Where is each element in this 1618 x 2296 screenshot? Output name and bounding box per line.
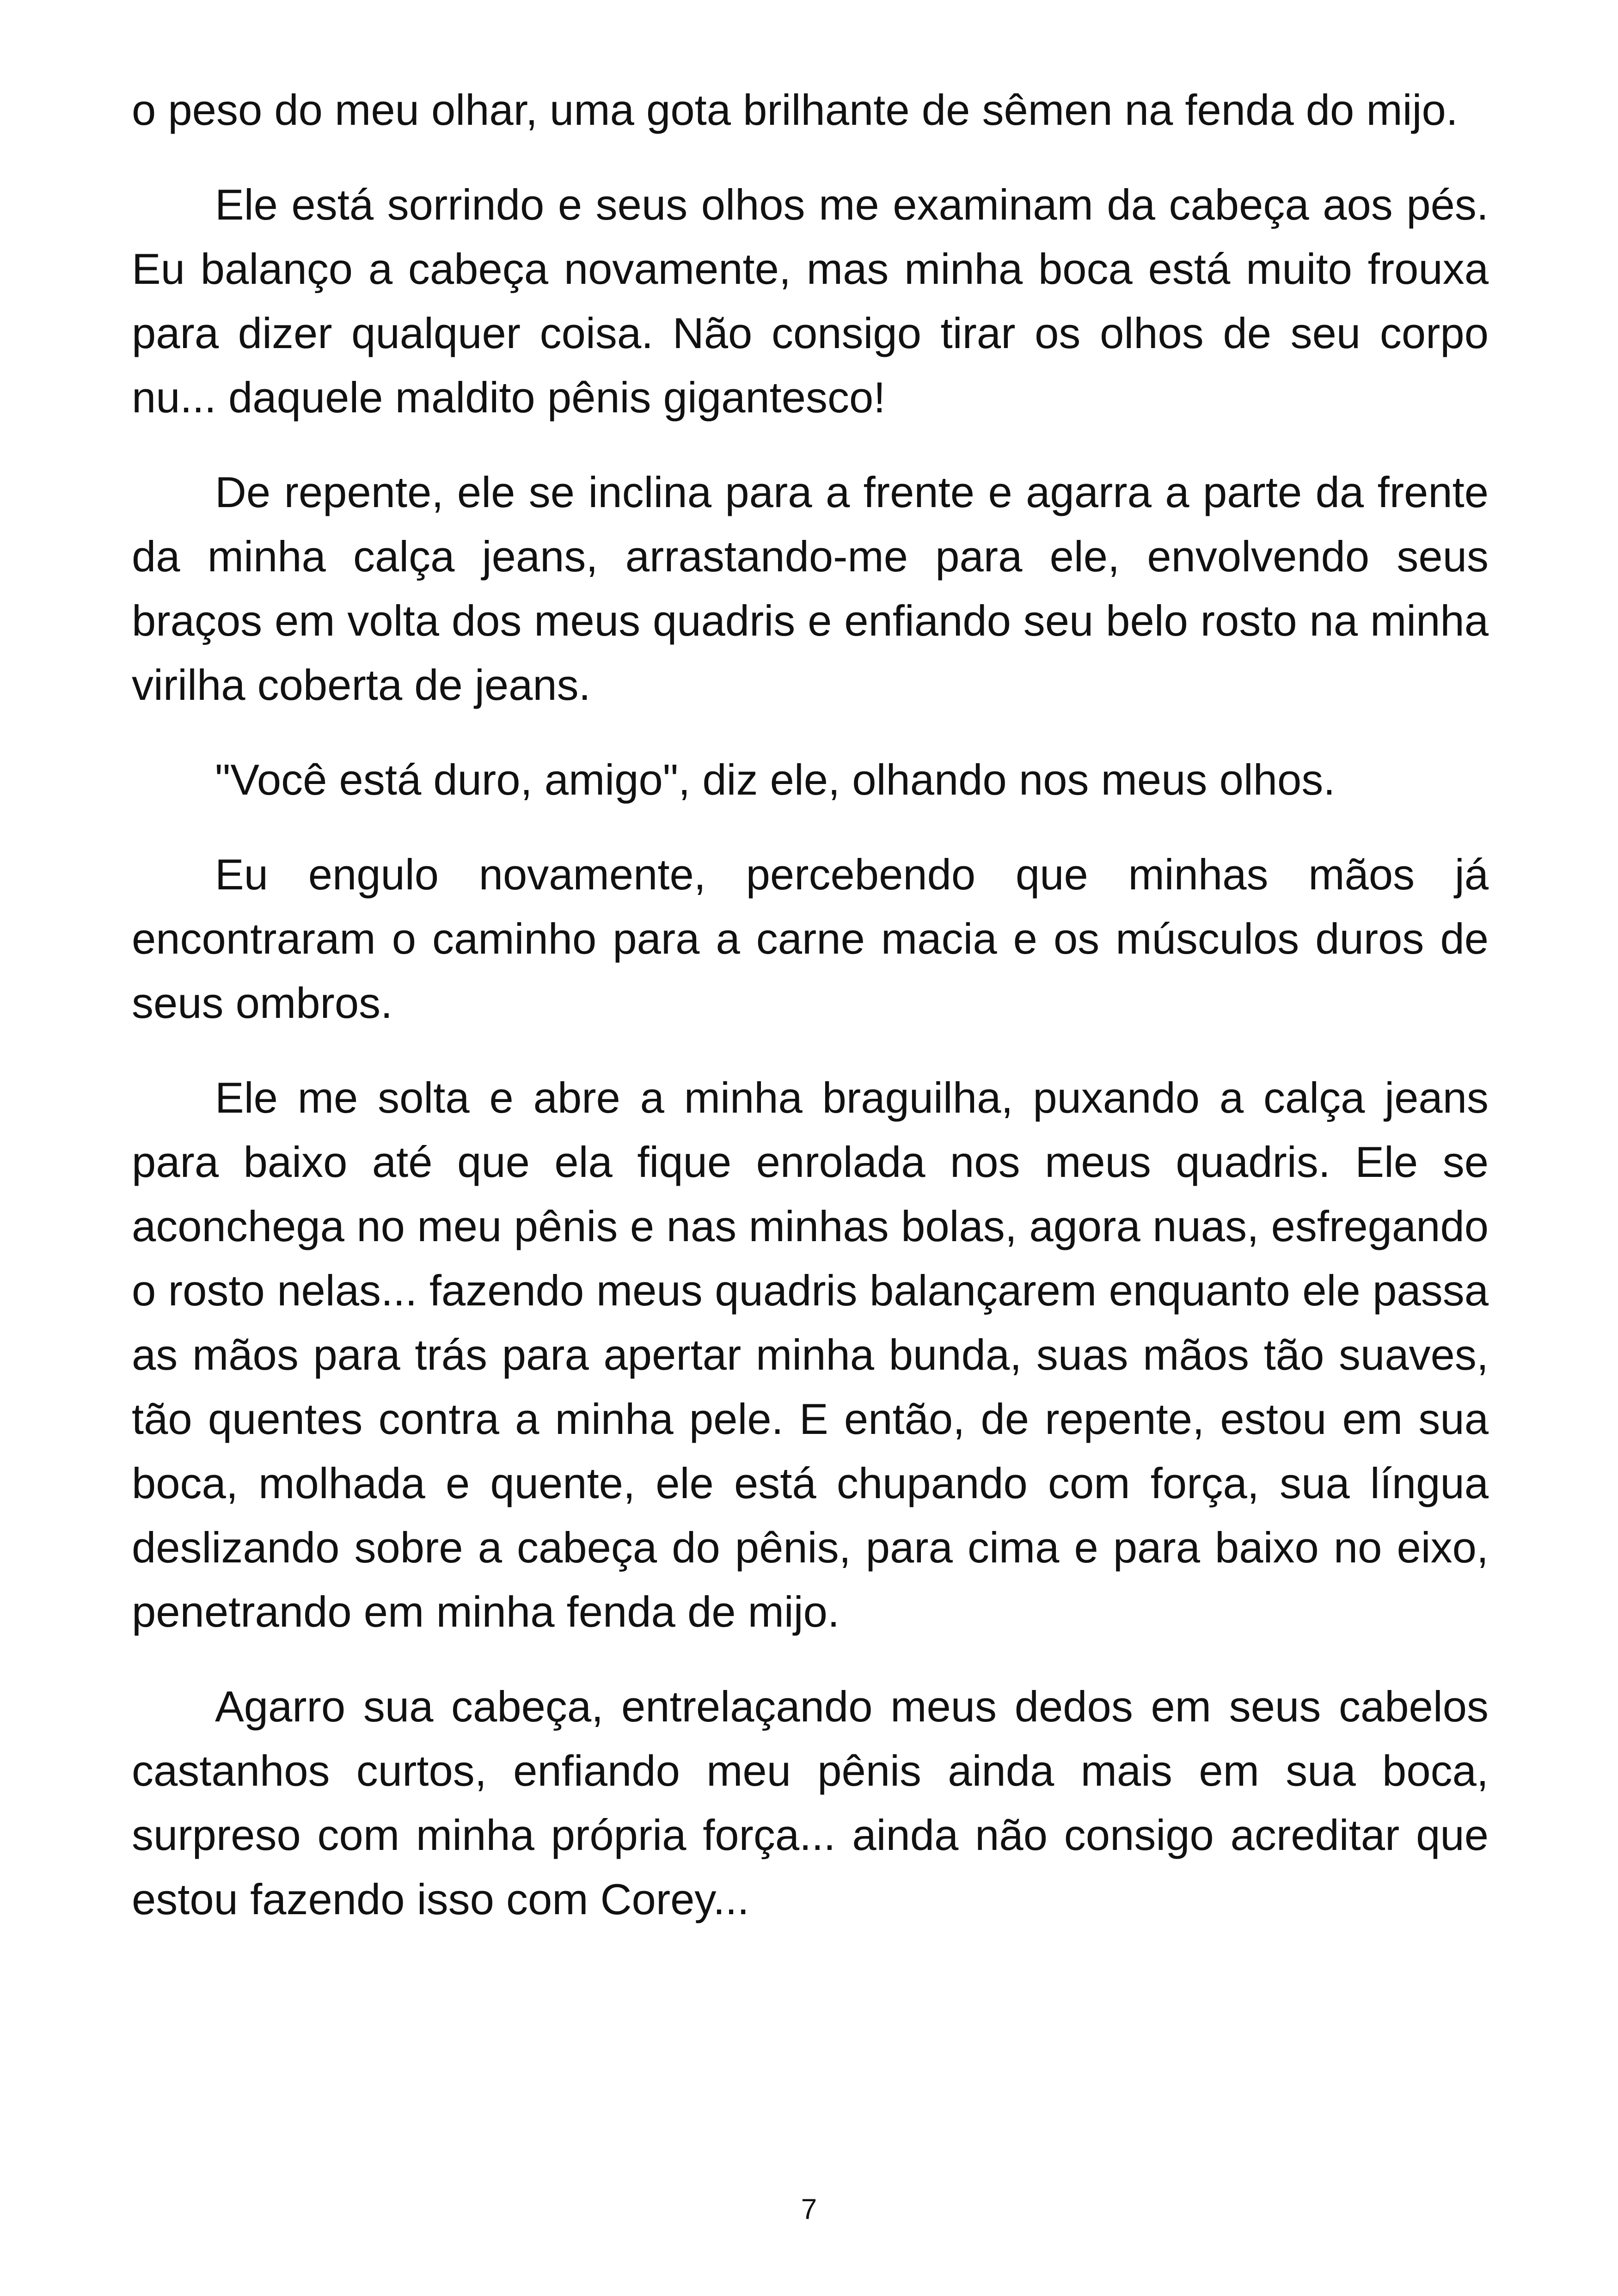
body-text <box>132 78 1489 1962</box>
paragraph-1: o peso do meu olhar, uma gota brilhante de sêmen na fenda do mijo. <box>132 86 1458 134</box>
paragraph-4: "Você está duro, amigo", diz ele, olhando nos meus olhos. <box>215 755 1336 804</box>
paragraph-2: Ele está sorrindo e seus olhos me examinam da cabeça aos pés. Eu balanço a cabeça novamente, mas minha boca está muito frouxa para dizer qualquer coisa. Não consigo tirar os olhos de seu corpo nu... daquele maldito pênis gigantesco! <box>132 180 1489 422</box>
paragraph-6: Ele me solta e abre a minha braguilha, puxando a calça jeans para baixo até que ela fique enrolada nos meus quadris. Ele se aconchega no meu pênis e nas minhas bolas, agora nuas, esfregando o rosto nelas... fazendo meus quadris balançarem enquanto ele passa as mãos para trás para apertar minha bunda, suas mãos tão suaves, tão quentes contra a minha pele. E então, de repente, estou em sua boca, molhada e quente, ele está chupando com força, sua língua deslizando sobre a cabeça do pênis, para cima e para baixo no eixo, penetrando em minha fenda de mijo. <box>132 1073 1489 1636</box>
paragraph-5: Eu engulo novamente, percebendo que minhas mãos já encontraram o caminho para a carne macia e os músculos duros de seus ombros. <box>132 850 1489 1027</box>
page-number: 7 <box>801 2193 817 2225</box>
paragraph-3: De repente, ele se inclina para a frente e agarra a parte da frente da minha calça jeans, arrastando-me para ele, envolvendo seus braços em volta dos meus quadris e enfiando seu belo rosto na minha virilha coberta de jeans. <box>132 468 1489 709</box>
paragraph-7: Agarro sua cabeça, entrelaçando meus dedos em seus cabelos castanhos curtos, enfiando meu pênis ainda mais em sua boca, surpreso com minha própria força... ainda não consigo acreditar que estou fazendo isso com Corey... <box>132 1682 1489 1923</box>
